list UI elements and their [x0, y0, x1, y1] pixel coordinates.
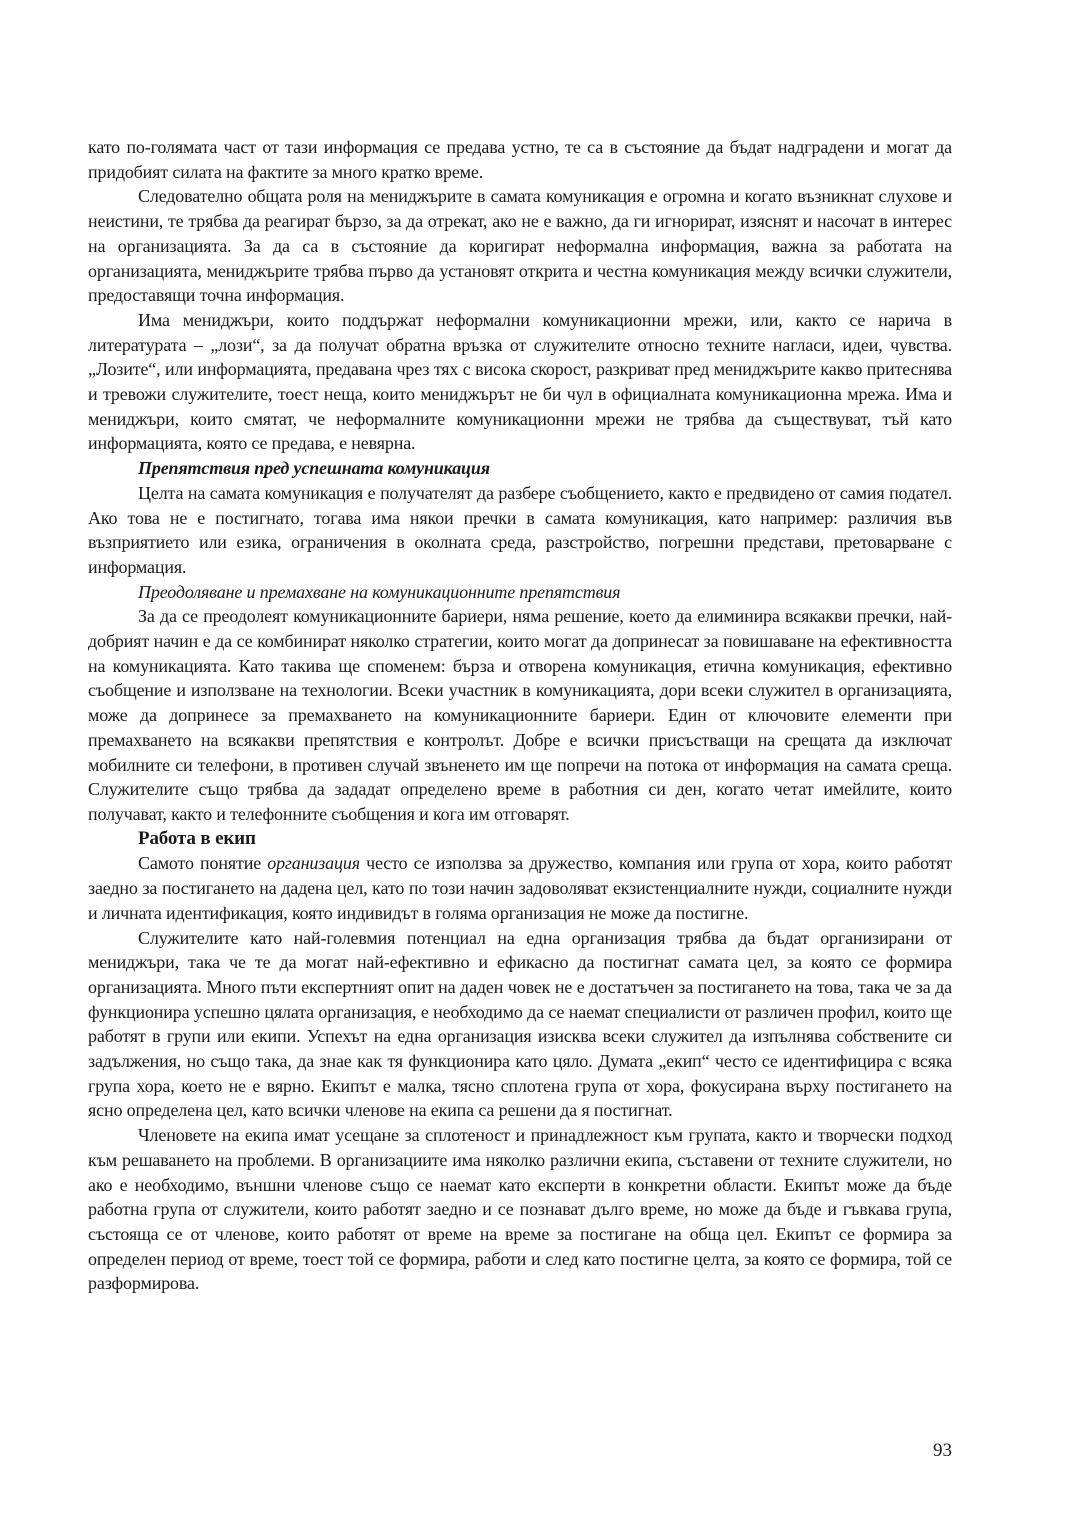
paragraph-employees-potential: Служителите като най-голевмия потенциал на една организация трябва да бъдат организирани от мениджъри, така че те да могат най-ефективно и ефикасно да постигнат самата цел, за която се формира организацията. Много пъти експертният опит на даден човек не е достатъчен за постигането на това, така че за да функционира успешно цялата организация, е необходимо да се наемат специалисти от различен профил, които ще работят в групи или екипи. Успехът на една организация изисква всеки служител да изпълнява собствените си задължения, но също така, да знае как тя функционира като цяло. Думата „екип“ често се идентифицира с всяка група хора, което не е вярно. Екипът е малка, тясно сплотена група от хора, фокусирана върху постигането на ясно определена цел, като всички членове на екипа са решени да я постигнат.: [88, 927, 952, 1121]
paragraph-obstacles: Целта на самата комуникация е получателят да разбере съобщението, както е предвидено от самия подател. Ако това не е постигнато, тогава има някои пречки в самата комуникация, като например: различия във възприятието или езика, ограничения в околната среда, разстройство, погрешни представи, претоварване с информация.: [88, 482, 952, 577]
emphasis-term: организация: [267, 853, 360, 874]
paragraph-overcoming-barriers: За да се преодолеят комуникационните бариери, няма решение, което да елиминира всякакви пречки, най-добрият начин е да се комбинират няколко стратегии, които могат да допринесат за повишаване на ефективността на комуникацията. Като такива ще споменем: бърза и отворена комуникация, етична комуникация, ефективно съобщение и използване на технологии. Всеки участник в комуникацията, дори всеки служител в организацията, може да допринесе за премахването на комуникационните бариери. Един от ключовите елементи при премахването на всякакви препятствия е контролът. Добре е всички присъстващи на срещата да изключат мобилните си телефони, в противен случай звъненето им ще попречи на потока от информация на самата среща. Служителите също трябва да зададат определено време в работния си ден, когато четат имейлите, които получават, както и телефонните съобщения и кога им отговарят.: [88, 606, 952, 824]
subheading-overcoming-obstacles: Преодоляване и премахване на комуникационните препятствия: [138, 581, 621, 602]
paragraph-continuation: като по-голямата част от тази информация се предава устно, те са в състояние да бъдат надградени и могат да придобият силата на фактите за много кратко време.: [88, 137, 952, 182]
page-number: 93: [933, 1440, 952, 1461]
section-title-teamwork: Работа в екип: [138, 827, 256, 849]
text-run: често се използва за дружество, компания или група от хора, които работят заедно за постигането на дадена цел, като по този начин задоволяват екзистенциалните нужди, социалните нужди и личната идентификация, която индивидът в голяма организация не може да постигне.: [88, 853, 953, 923]
paragraph-informal-networks: Има мениджъри, които поддържат неформални комуникационни мрежи, или, както се нарича в литературата – „лози“, за да получат обратна връзка от служителите относно техните нагласи, идеи, чувства. „Лозите“, или информацията, предавана чрез тях с висока скорост, разкриват пред мениджърите какво притеснява и тревожи служителите, тоест неща, които мениджърът не би чул в официалната комуникационна мрежа. Има и мениджъри, които смятат, че неформалните комуникационни мрежи не трябва да съществуват, тъй като информацията, която се предава, е невярна.: [88, 309, 952, 454]
paragraph-managers-role: Следователно общата роля на мениджърите в самата комуникация е огромна и когато възникнат слухове и неистини, те трябва да реагират бързо, за да отрекат, ако не е важно, да ги игнорират, изяснят и насочат в интерес на организацията. За да са в състояние да коригират неформална информация, важна за работата на организацията, мениджърите трябва първо да установят открита и честна комуникация между всички служители, предоставящи точна информация.: [88, 186, 952, 306]
page-body: [88, 135, 952, 1296]
paragraph-organization-concept: [88, 851, 952, 925]
text-run: Самото понятие: [138, 853, 268, 874]
subheading-obstacles: Препятствия пред успешната комуникация: [138, 458, 490, 479]
paragraph-team-members: Членовете на екипа имат усещане за сплотеност и принадлежност към групата, както и творчески подход към решаването на проблеми. В организациите има няколко различни екипа, съставени от техните служители, но ако е необходимо, външни членове също се наемат като експерти в конкретни области. Екипът може да бъде работна група от служители, които работят заедно и се познават дълго време, но може да бъде и гъвкава група, състояща се от членове, които работят от време на време за постигане на обща цел. Екипът се формира за определен период от време, тоест той се формира, работи и след като постигне целта, за която се формира, той се разформирова.: [88, 1125, 952, 1294]
